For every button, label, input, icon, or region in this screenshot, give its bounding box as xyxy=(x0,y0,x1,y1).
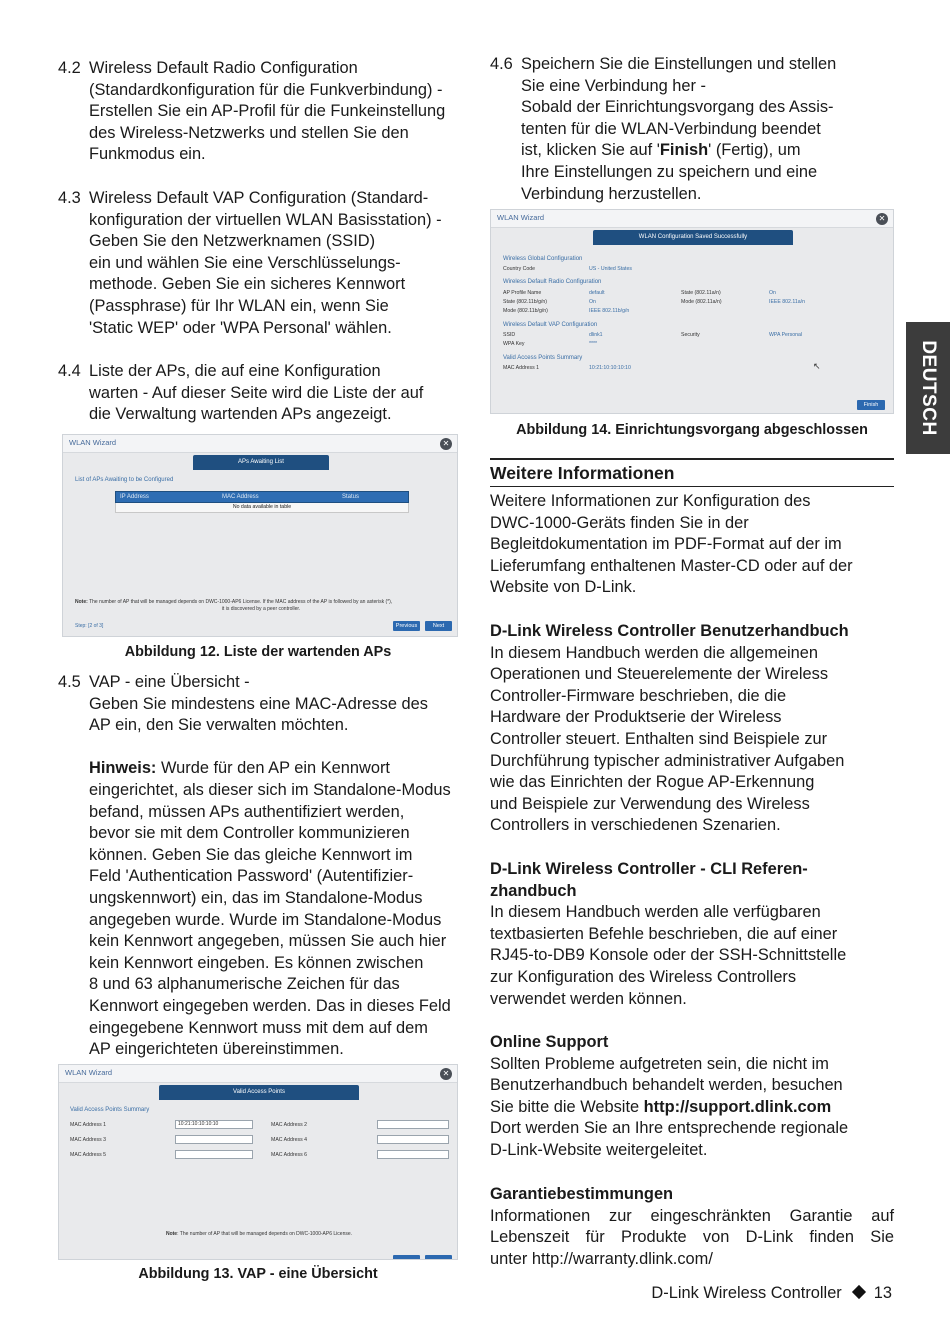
note-line: The number of AP that will be managed depends on DWC-1000-AP6 License. If the MAC address of the AP is followed by an asterisk (*), xyxy=(89,599,393,605)
support-section xyxy=(490,1032,894,1162)
text-line: AP ein, den Sie verwalten möchten. xyxy=(89,716,349,735)
note-text: Note: The number of AP that will be managed depends on DWC-1000-AP6 License. xyxy=(165,1231,353,1237)
text-line: Hardware der Produktserie der Wireless xyxy=(490,708,782,727)
text-line: und Beispiele zur Verwendung des Wireless xyxy=(490,794,810,813)
text-line: Controller-Firmware beschrieben, die die xyxy=(490,686,787,705)
text-line: Dort werden Sie an Ihre entsprechende regionale xyxy=(490,1119,849,1138)
text-line: Operationen und Steuerelemente der Wireless xyxy=(490,665,829,684)
text-line: ungskennwort) ein, das im Standalone-Modus xyxy=(89,888,423,907)
text-line: wie das Einrichten der Rogue AP-Erkennung xyxy=(490,773,815,792)
section-title: Wireless Default VAP Configuration xyxy=(503,322,598,328)
text-line: befand, müssen APs authentifiziert werden, xyxy=(89,802,405,821)
text-line: 'Static WEP' oder 'WPA Personal' wählen. xyxy=(89,318,392,337)
field-label: Security xyxy=(681,332,700,338)
subsection-title: Online Support xyxy=(490,1033,609,1051)
more-info-text xyxy=(490,491,894,599)
tab-config-saved[interactable]: WLAN Configuration Saved Successfully xyxy=(593,230,793,245)
close-icon[interactable]: ✕ xyxy=(876,213,888,225)
text-line: kein Kennwort eingeben. Es können zwischen xyxy=(89,953,424,972)
window-titlebar xyxy=(59,1065,457,1083)
text-line: textbasierten Befehle beschrieben, die auf einer xyxy=(490,924,838,943)
subsection-title: D-Link Wireless Controller Benutzerhandbuch xyxy=(490,622,849,640)
text-line: In diesem Handbuch werden die allgemeinen xyxy=(490,643,819,662)
text-line: unter http://warranty.dlink.com/ xyxy=(490,1249,713,1268)
text-line: Feld 'Authentication Password' (Autentifizier- xyxy=(89,867,414,886)
section-title: VAP - eine Übersicht - xyxy=(89,673,250,691)
text-line: ein und wählen Sie eine Verschlüsselungs- xyxy=(89,253,401,272)
mac-address-4-input[interactable] xyxy=(377,1135,449,1144)
text-line: warten - Auf dieser Seite wird die Liste der auf xyxy=(89,383,424,402)
field-value: 10:21:10:10:10:10 xyxy=(589,365,631,371)
tab-aps-awaiting[interactable]: APs Awaiting List xyxy=(193,455,329,470)
text-line: Durchführung typischer administrativer Aufgaben xyxy=(490,751,845,770)
previous-button[interactable] xyxy=(393,1255,420,1260)
language-label: DEUTSCH xyxy=(918,340,939,436)
field-label: Country Code xyxy=(503,266,536,272)
section-title: Valid Access Points Summary xyxy=(70,1107,150,1113)
text-line: Verbindung herzustellen. xyxy=(521,184,702,203)
mac-label: MAC Address 3 xyxy=(70,1137,107,1143)
field-label: State (802.11a/n) xyxy=(681,290,721,296)
text-line: Website von D-Link. xyxy=(490,578,637,597)
text-line: tenten für die WLAN-Verbindung beendet xyxy=(521,119,821,138)
manual-section xyxy=(490,621,894,837)
figure-12-caption: Abbildung 12. Liste der wartenden APs xyxy=(124,644,392,660)
text-line: D-Link-Website weitergeleitet. xyxy=(490,1140,708,1159)
mac-label: MAC Address 6 xyxy=(271,1152,308,1158)
previous-button[interactable]: Previous xyxy=(393,621,420,631)
section-number: 4.5 xyxy=(58,673,81,691)
window-title: WLAN Wizard xyxy=(497,213,545,222)
section-4-3 xyxy=(58,188,470,339)
text-line: 8 und 63 alphanumerische Zeichen für das xyxy=(89,975,400,994)
figure-13-screenshot xyxy=(58,1064,458,1260)
section-title: Wireless Global Configuration xyxy=(503,256,583,262)
step-indicator: Step: [2 of 3] xyxy=(75,623,104,629)
text-line: konfiguration der virtuellen WLAN Basisstation) - xyxy=(89,210,442,229)
cursor-icon: ↖ xyxy=(813,361,821,371)
note-text xyxy=(75,599,451,606)
text-line: Weitere Informationen zur Konfiguration des xyxy=(490,492,811,510)
text-line: bevor sie mit dem Controller kommunizieren xyxy=(89,824,410,843)
diamond-icon xyxy=(852,1285,866,1299)
hint-line: Hinweis: Wurde für den AP ein Kennwort xyxy=(89,759,390,778)
text-line: Geben Sie den Netzwerknamen (SSID) xyxy=(89,232,376,251)
cli-section xyxy=(490,859,894,1010)
figure-13-caption: Abbildung 13. VAP - eine Übersicht xyxy=(138,1266,378,1282)
note-line: it is discovered by a peer controller. xyxy=(221,606,301,612)
next-button[interactable] xyxy=(425,1255,452,1260)
field-label: MAC Address 1 xyxy=(503,365,540,371)
window-title: WLAN Wizard xyxy=(69,438,117,447)
text-line: Wireless Default Radio Configuration xyxy=(89,59,358,77)
note-label: Note: xyxy=(75,599,88,605)
section-4-6 xyxy=(490,54,894,205)
subsection-title: D-Link Wireless Controller - CLI Referen- xyxy=(490,860,808,878)
section-title: Wireless Default Radio Configuration xyxy=(503,279,602,285)
window-title: WLAN Wizard xyxy=(65,1068,113,1077)
text-line: AP eingerichteten übereinstimmen. xyxy=(89,1040,344,1059)
page-number: 13 xyxy=(873,1284,892,1302)
section-heading: Weitere Informationen xyxy=(490,463,675,483)
mac-address-5-input[interactable] xyxy=(175,1150,253,1159)
text-line: eingerichtet, als dieser sich im Standalone-Modus xyxy=(89,780,451,799)
close-icon[interactable]: ✕ xyxy=(440,438,452,450)
warranty-section xyxy=(490,1184,894,1270)
field-value: US - United States xyxy=(589,266,632,272)
text-line: (Passphrase) für Ihr WLAN ein, wenn Sie xyxy=(89,296,389,315)
section-number: 4.6 xyxy=(490,55,513,73)
section-4-5 xyxy=(58,672,470,1061)
text-line: Ihre Einstellungen zu speichern und eine xyxy=(521,162,818,181)
text-line: Sie bitte die Website http://support.dlink.com xyxy=(490,1097,832,1116)
text-line: Lebenszeit für Produkte von D-Link finden Sie xyxy=(490,1228,894,1247)
next-button[interactable]: Next xyxy=(425,621,452,631)
section-4-2 xyxy=(58,58,470,166)
mac-label: MAC Address 1 xyxy=(70,1122,107,1128)
text-line: Sobald der Einrichtungsvorgang des Assis- xyxy=(521,98,834,117)
mac-address-1-input[interactable]: 10:21:10:10:10:10 xyxy=(175,1120,253,1129)
column-header: MAC Address xyxy=(222,494,259,500)
mac-address-2-input[interactable] xyxy=(377,1120,449,1129)
divider xyxy=(490,458,894,460)
mac-label: MAC Address 5 xyxy=(70,1152,107,1158)
text-line: verwendet werden können. xyxy=(490,989,687,1008)
text-line: Lieferumfang enthaltenen Master-CD oder auf der xyxy=(490,556,853,575)
field-label: State (802.11b/g/n) xyxy=(503,299,548,305)
text-line: eingegebene Kennwort muss mit dem auf dem xyxy=(89,1018,428,1037)
text-line: angegeben wurde. Wurde im Standalone-Modus xyxy=(89,910,442,929)
finish-label: Finish xyxy=(659,141,709,160)
table-empty-row: No data available in table xyxy=(115,503,409,513)
text-line: Begleitdokumentation im PDF-Format auf der im xyxy=(490,535,842,554)
text-line: Controllers in verschiedenen Szenarien. xyxy=(490,816,781,835)
field-value: IEEE 802.11b/g/n xyxy=(589,308,630,314)
text-line: DWC-1000-Geräts finden Sie in der xyxy=(490,513,749,532)
support-link[interactable]: http://support.dlink.com xyxy=(643,1097,832,1116)
section-4-4 xyxy=(58,361,470,426)
column-header: Status xyxy=(342,494,360,500)
text-line: RJ45-to-DB9 Konsole oder der SSH-Schnittstelle xyxy=(490,946,847,965)
text-line: Sie eine Verbindung her - xyxy=(521,76,706,95)
field-label: WPA Key xyxy=(503,341,525,347)
text-line: kein Kennwort angegeben, müssen Sie auch hier xyxy=(89,932,447,951)
text-line: können. Geben Sie das gleiche Kennwort im xyxy=(89,845,413,864)
figure-14-screenshot xyxy=(490,209,894,414)
field-value: IEEE 802.11a/n xyxy=(769,299,805,305)
tab-valid-access-points[interactable]: Valid Access Points xyxy=(159,1085,359,1100)
field-label: AP Profile Name xyxy=(503,290,542,296)
note-label: Note xyxy=(165,1231,178,1237)
section-title: List of APs Awaiting to be Configured xyxy=(75,477,174,483)
text-line: methode. Geben Sie ein sicheres Kennwort xyxy=(89,275,406,294)
text-line: ist, klicken Sie auf 'Finish' (Fertig), um xyxy=(521,141,801,160)
field-value: WPA Personal xyxy=(769,332,803,338)
field-label: Mode (802.11b/g/n) xyxy=(503,308,548,314)
field-value: **** xyxy=(589,341,598,347)
field-label: SSID xyxy=(503,332,516,338)
text-line: Sollten Probleme aufgetreten sein, die nicht im xyxy=(490,1054,829,1073)
column-header: IP Address xyxy=(120,494,149,500)
close-icon[interactable]: ✕ xyxy=(440,1068,452,1080)
text-line: zur Konfiguration des Wireless Controllers xyxy=(490,967,797,986)
text-line: des Wireless-Netzwerks und stellen Sie den xyxy=(89,123,409,142)
mac-label: MAC Address 2 xyxy=(271,1122,308,1128)
text-line: Informationen zur eingeschränkten Garantie auf xyxy=(490,1206,894,1225)
text-line: Funkmodus ein. xyxy=(89,145,206,164)
page-footer xyxy=(651,1284,892,1303)
field-value: dlink1 xyxy=(589,332,603,338)
field-label: Mode (802.11a/n) xyxy=(681,299,722,305)
mac-address-6-input[interactable] xyxy=(377,1150,449,1159)
text-line: Erstellen Sie ein AP-Profil für die Funkeinstellung xyxy=(89,102,446,121)
text-line: In diesem Handbuch werden alle verfügbaren xyxy=(490,903,821,922)
window-titlebar xyxy=(63,435,457,453)
mac-address-3-input[interactable] xyxy=(175,1135,253,1144)
hint-label: Hinweis: xyxy=(89,759,157,778)
footer-title: D-Link Wireless Controller xyxy=(651,1284,842,1302)
field-value: On xyxy=(769,290,776,296)
text-line: die Verwaltung wartenden APs angezeigt. xyxy=(89,405,392,424)
text-line: Wireless Default VAP Configuration (Standard- xyxy=(89,189,429,207)
text-line: Kennwort eingegeben werden. Das in dieses Feld xyxy=(89,996,451,1015)
field-value: default xyxy=(589,290,605,296)
section-number: 4.3 xyxy=(58,189,81,207)
table-header xyxy=(115,491,409,503)
text-line: (Standardkonfiguration für die Funkverbindung) - xyxy=(89,80,443,99)
section-title: Valid Access Points Summary xyxy=(503,355,583,361)
field-value: On xyxy=(589,299,596,305)
text-line: Liste der APs, die auf eine Konfiguration xyxy=(89,362,381,380)
finish-button[interactable]: Finish xyxy=(857,400,885,410)
subsection-title: zhandbuch xyxy=(490,881,577,900)
text-line: Geben Sie mindestens eine MAC-Adresse des xyxy=(89,694,428,713)
text-line: Speichern Sie die Einstellungen und stellen xyxy=(521,55,837,73)
section-number: 4.4 xyxy=(58,362,81,380)
language-side-tab xyxy=(906,322,950,454)
section-number: 4.2 xyxy=(58,59,81,77)
figure-14-caption: Abbildung 14. Einrichtungsvorgang abgeschlossen xyxy=(516,422,868,438)
figure-12-screenshot xyxy=(62,434,458,637)
window-titlebar xyxy=(491,210,893,228)
divider xyxy=(490,486,894,487)
mac-label: MAC Address 4 xyxy=(271,1137,308,1143)
text-line: Controller steuert. Enthalten sind Beispiele zur xyxy=(490,729,828,748)
text-line: Benutzerhandbuch behandelt werden, besuchen xyxy=(490,1076,843,1095)
subsection-title: Garantiebestimmungen xyxy=(490,1185,674,1203)
